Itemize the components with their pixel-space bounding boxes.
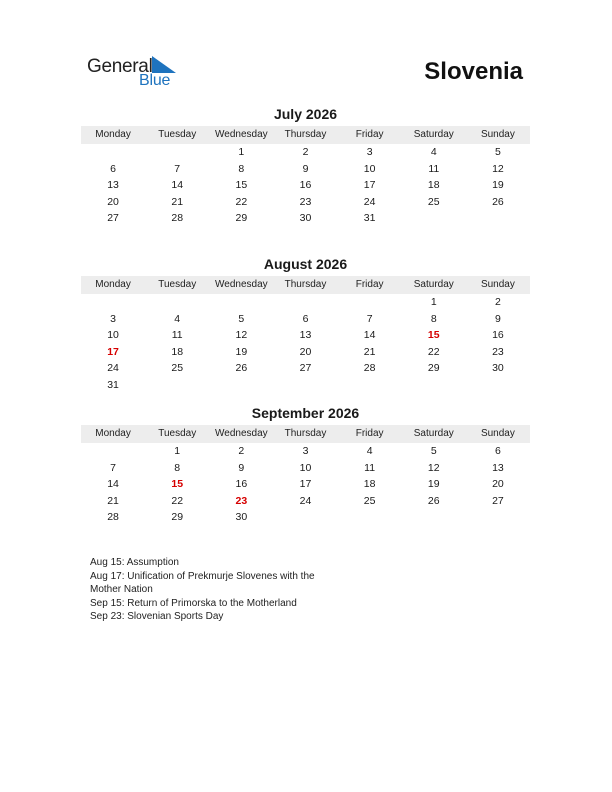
day-cell: 19 xyxy=(492,179,504,192)
empty-day-cell xyxy=(273,294,337,311)
weekday-label: Friday xyxy=(355,279,384,290)
day-cell: 9 xyxy=(238,461,245,474)
empty-day-cell xyxy=(402,509,466,526)
month-weeks xyxy=(81,294,530,394)
day-cell: 26 xyxy=(235,362,248,375)
holiday-note: Aug 15: Assumption xyxy=(90,557,179,568)
day-cell: 14 xyxy=(363,329,376,342)
day-cell: 11 xyxy=(171,329,183,342)
day-cell: 22 xyxy=(427,345,440,358)
day-cell: 12 xyxy=(235,329,248,342)
holiday-notes xyxy=(90,556,315,624)
empty-day-cell xyxy=(81,443,145,460)
weekday-label: Thursday xyxy=(284,129,327,140)
day-cell: 18 xyxy=(363,478,376,491)
weekday-label: Thursday xyxy=(284,428,327,439)
week-row xyxy=(81,327,530,344)
weekday-label: Tuesday xyxy=(158,129,197,140)
day-cell: 20 xyxy=(107,195,119,208)
holiday-note: Aug 17: Unification of Prekmurje Slovenes with the xyxy=(90,570,315,582)
weekday-label: Wednesday xyxy=(215,129,268,140)
day-cell: 1 xyxy=(238,146,245,158)
brand-name-general: General xyxy=(87,56,153,77)
day-cell: 25 xyxy=(363,494,376,507)
day-cell: 11 xyxy=(428,162,440,175)
empty-day-cell xyxy=(273,377,337,394)
empty-day-cell xyxy=(338,377,402,394)
day-cell: 19 xyxy=(427,478,440,491)
day-cell: 7 xyxy=(174,162,181,175)
empty-day-cell xyxy=(466,509,530,526)
day-cell: 28 xyxy=(107,511,119,524)
empty-day-cell xyxy=(145,294,209,311)
day-cell: 6 xyxy=(495,445,501,457)
day-cell: 13 xyxy=(299,329,312,342)
empty-day-cell xyxy=(145,144,209,161)
day-cell: 9 xyxy=(495,312,501,325)
week-row xyxy=(81,377,530,394)
day-cell: 4 xyxy=(174,312,181,325)
day-cell: 27 xyxy=(299,362,312,375)
weekday-label: Friday xyxy=(355,428,384,439)
day-cell: 25 xyxy=(171,362,184,375)
day-cell: 2 xyxy=(495,296,501,308)
weekday-label: Monday xyxy=(95,428,131,439)
weekday-label: Tuesday xyxy=(158,279,197,290)
day-cell: 2 xyxy=(238,445,245,457)
day-cell: 8 xyxy=(238,162,245,175)
weekday-label: Saturday xyxy=(413,279,454,290)
day-cell: 7 xyxy=(366,312,373,325)
day-cell: 29 xyxy=(171,511,184,524)
day-cell: 24 xyxy=(107,362,119,375)
week-row xyxy=(81,460,530,477)
day-cell: 19 xyxy=(235,345,248,358)
week-row xyxy=(81,161,530,178)
day-cell: 21 xyxy=(107,494,119,507)
day-cell: 5 xyxy=(495,146,501,158)
day-cell: 21 xyxy=(363,345,376,358)
day-cell: 6 xyxy=(110,162,116,175)
holiday-day-cell: 23 xyxy=(235,494,248,507)
month-title: August 2026 xyxy=(263,256,348,272)
day-cell: 22 xyxy=(235,195,248,208)
day-cell: 4 xyxy=(430,146,437,158)
day-cell: 13 xyxy=(107,179,119,192)
empty-day-cell xyxy=(81,144,145,161)
day-cell: 29 xyxy=(235,212,248,225)
logo-flag-icon xyxy=(152,56,176,73)
day-cell: 5 xyxy=(430,445,437,457)
day-cell: 12 xyxy=(427,461,440,474)
day-cell: 24 xyxy=(363,195,376,208)
weekday-header xyxy=(81,276,530,294)
holiday-note: Sep 23: Slovenian Sports Day xyxy=(90,611,224,623)
empty-day-cell xyxy=(209,294,273,311)
empty-day-cell xyxy=(145,377,209,394)
brand-name-blue: Blue xyxy=(139,72,171,89)
day-cell: 17 xyxy=(299,478,312,491)
empty-day-cell xyxy=(338,509,402,526)
week-row xyxy=(81,443,530,460)
weekday-label: Tuesday xyxy=(158,428,197,439)
weekday-label: Sunday xyxy=(480,428,515,439)
month-title: September 2026 xyxy=(251,405,360,421)
week-row xyxy=(81,177,530,194)
day-cell: 15 xyxy=(235,179,248,192)
day-cell: 10 xyxy=(107,329,119,342)
day-cell: 7 xyxy=(110,461,116,474)
day-cell: 1 xyxy=(430,296,437,308)
day-cell: 27 xyxy=(492,494,504,507)
week-row xyxy=(81,311,530,328)
day-cell: 31 xyxy=(363,212,376,225)
weekday-label: Monday xyxy=(95,279,131,290)
day-cell: 20 xyxy=(492,478,504,491)
weekday-label: Wednesday xyxy=(215,428,268,439)
empty-day-cell xyxy=(273,509,337,526)
day-cell: 22 xyxy=(171,494,184,507)
day-cell: 30 xyxy=(235,511,248,524)
day-cell: 31 xyxy=(107,378,119,391)
day-cell: 1 xyxy=(174,445,181,457)
week-row xyxy=(81,493,530,510)
empty-day-cell xyxy=(466,377,530,394)
day-cell: 5 xyxy=(238,312,245,325)
empty-day-cell xyxy=(209,377,273,394)
day-cell: 16 xyxy=(299,179,312,192)
empty-day-cell xyxy=(338,294,402,311)
month-calendar-september xyxy=(81,405,530,526)
day-cell: 3 xyxy=(302,445,309,457)
weekday-label: Saturday xyxy=(413,428,454,439)
day-cell: 25 xyxy=(427,195,440,208)
day-cell: 20 xyxy=(299,345,312,358)
month-calendar-august xyxy=(81,256,530,394)
day-cell: 29 xyxy=(427,362,440,375)
holiday-day-cell: 15 xyxy=(171,478,184,491)
day-cell: 2 xyxy=(302,146,309,158)
week-row xyxy=(81,194,530,211)
holiday-day-cell: 17 xyxy=(107,345,119,358)
weekday-header xyxy=(81,126,530,144)
week-row xyxy=(81,360,530,377)
day-cell: 12 xyxy=(492,162,504,175)
day-cell: 18 xyxy=(171,345,184,358)
week-row xyxy=(81,509,530,526)
week-row xyxy=(81,344,530,361)
day-cell: 26 xyxy=(427,494,440,507)
day-cell: 16 xyxy=(235,478,248,491)
month-title: July 2026 xyxy=(273,106,338,122)
holiday-note: Sep 15: Return of Primorska to the Motherland xyxy=(90,597,297,609)
day-cell: 24 xyxy=(299,494,312,507)
day-cell: 26 xyxy=(492,195,504,208)
day-cell: 9 xyxy=(302,162,309,175)
day-cell: 13 xyxy=(492,461,504,474)
day-cell: 3 xyxy=(366,146,373,158)
day-cell: 23 xyxy=(299,195,312,208)
country-title: Slovenia xyxy=(424,58,523,85)
holiday-note: Mother Nation xyxy=(90,584,153,596)
week-row xyxy=(81,476,530,493)
day-cell: 16 xyxy=(492,329,504,342)
brand-logo xyxy=(87,56,187,96)
day-cell: 27 xyxy=(107,212,119,225)
weekday-label: Wednesday xyxy=(215,279,268,290)
weekday-label: Saturday xyxy=(413,129,454,140)
weekday-label: Sunday xyxy=(480,279,515,290)
day-cell: 8 xyxy=(174,461,181,474)
weekday-label: Monday xyxy=(95,129,131,140)
month-weeks xyxy=(81,443,530,526)
day-cell: 6 xyxy=(302,312,309,325)
day-cell: 4 xyxy=(366,445,373,457)
day-cell: 30 xyxy=(492,362,504,375)
day-cell: 3 xyxy=(110,312,116,325)
empty-day-cell xyxy=(81,294,145,311)
weekday-label: Thursday xyxy=(284,279,327,290)
empty-day-cell xyxy=(466,210,530,227)
day-cell: 18 xyxy=(427,179,440,192)
day-cell: 14 xyxy=(107,478,119,491)
empty-day-cell xyxy=(402,210,466,227)
day-cell: 28 xyxy=(171,212,184,225)
day-cell: 17 xyxy=(363,179,376,192)
weekday-label: Friday xyxy=(355,129,384,140)
holiday-day-cell: 15 xyxy=(427,329,440,342)
day-cell: 11 xyxy=(364,461,376,474)
month-calendar-july xyxy=(81,106,530,227)
week-row xyxy=(81,210,530,227)
month-weeks xyxy=(81,144,530,227)
weekday-header xyxy=(81,425,530,443)
empty-day-cell xyxy=(402,377,466,394)
week-row xyxy=(81,294,530,311)
day-cell: 23 xyxy=(492,345,504,358)
day-cell: 30 xyxy=(299,212,312,225)
day-cell: 10 xyxy=(363,162,376,175)
day-cell: 28 xyxy=(363,362,376,375)
day-cell: 10 xyxy=(299,461,312,474)
weekday-label: Sunday xyxy=(480,129,515,140)
week-row xyxy=(81,144,530,161)
day-cell: 14 xyxy=(171,179,184,192)
day-cell: 21 xyxy=(171,195,184,208)
day-cell: 8 xyxy=(430,312,437,325)
